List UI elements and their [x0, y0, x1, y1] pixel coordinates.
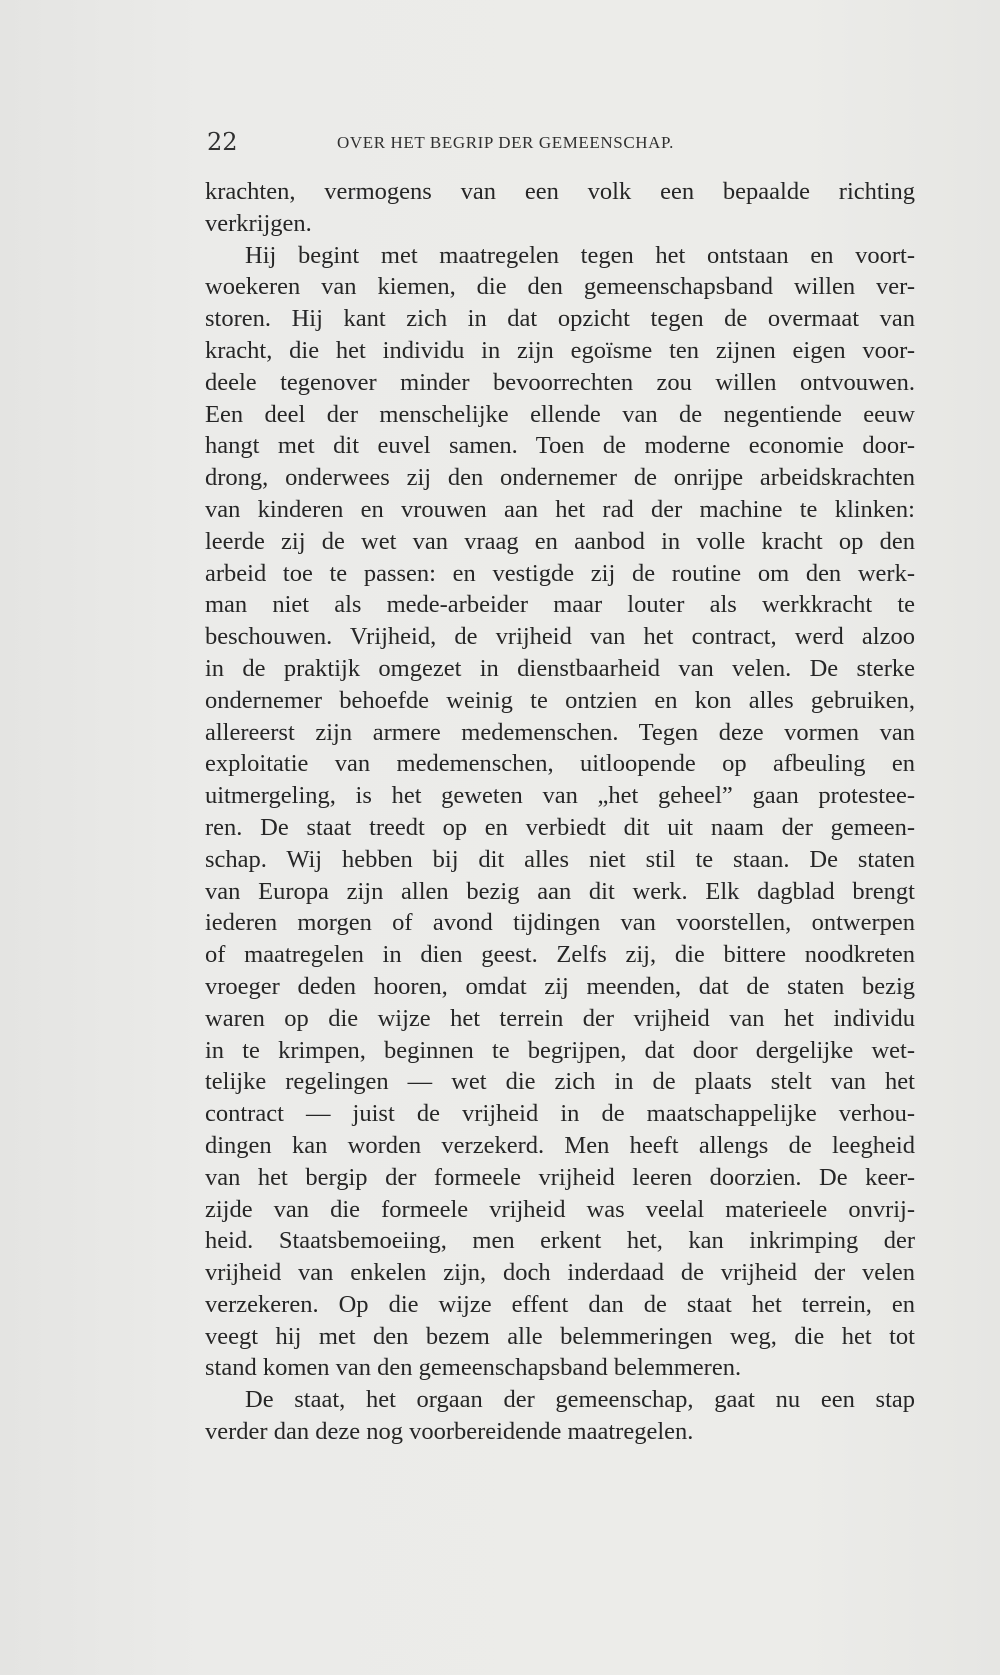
- text-line: deele tegenover minder bevoorrechten zou willen ontvouwen.: [205, 368, 915, 396]
- text-line: exploitatie van medemenschen, uitloopende op afbeuling en: [205, 750, 915, 778]
- text-line: Een deel der menschelijke ellende van de negentiende eeuw: [205, 400, 915, 428]
- text-line: vroeger deden hooren, omdat zij meenden, dat de staten bezig: [205, 972, 915, 1000]
- text-line: woekeren van kiemen, die den gemeenschapsband willen ver-: [205, 273, 915, 301]
- text-line: ondernemer behoefde weinig te ontzien en kon alles gebruiken,: [205, 686, 915, 714]
- text-line: van Europa zijn allen bezig aan dit werk. Elk dagblad brengt: [205, 877, 915, 905]
- text-line: stand komen van den gemeenschapsband belemmeren.: [205, 1354, 742, 1382]
- text-line: hangt met dit euvel samen. Toen de moderne economie door-: [205, 432, 915, 460]
- text-line: telijke regelingen — wet die zich in de plaats stelt van het: [205, 1068, 915, 1096]
- text-line: man niet als mede-arbeider maar louter als werkkracht te: [205, 591, 915, 619]
- text-line: heid. Staatsbemoeiing, men erkent het, kan inkrimping der: [205, 1227, 915, 1255]
- text-line: storen. Hij kant zich in dat opzicht tegen de overmaat van: [205, 305, 915, 333]
- text-line: verkrijgen.: [205, 209, 312, 237]
- page-header: [207, 128, 907, 158]
- text-line: of maatregelen in dien geest. Zelfs zij, die bittere noodkreten: [205, 941, 915, 969]
- text-line: in de praktijk omgezet in dienstbaarheid van velen. De sterke: [205, 654, 915, 682]
- text-line: veegt hij met den bezem alle belemmeringen weg, die het tot: [205, 1322, 915, 1350]
- text-line: waren op die wijze het terrein der vrijheid van het individu: [205, 1004, 915, 1032]
- text-line: contract — juist de vrijheid in de maatschappelijke verhou-: [205, 1100, 915, 1128]
- page-number: 22: [207, 128, 238, 156]
- text-line: vrijheid van enkelen zijn, doch inderdaad de vrijheid der velen: [205, 1259, 915, 1287]
- text-line: uitmergeling, is het geweten van „het geheel” gaan protestee-: [205, 782, 915, 810]
- body-text: [205, 176, 915, 1448]
- text-line: van kinderen en vrouwen aan het rad der machine te klinken:: [205, 495, 915, 523]
- text-line: ren. De staat treedt op en verbiedt dit uit naam der gemeen-: [205, 813, 915, 841]
- text-line: verzekeren. Op die wijze effent dan de staat het terrein, en: [205, 1290, 915, 1318]
- text-line: verder dan deze nog voorbereidende maatregelen.: [205, 1418, 694, 1446]
- text-line: krachten, vermogens van een volk een bepaalde richting: [205, 178, 915, 205]
- text-line: De staat, het orgaan der gemeenschap, gaat nu een stap: [245, 1386, 915, 1414]
- text-line: kracht, die het individu in zijn egoïsme ten zijnen eigen voor-: [205, 336, 915, 364]
- text-line: drong, onderwees zij den ondernemer de onrijpe arbeidskrachten: [205, 464, 915, 492]
- text-line: in te krimpen, beginnen te begrijpen, dat door dergelijke wet-: [205, 1036, 915, 1064]
- text-line: zijde van die formeele vrijheid was veelal materieele onvrij-: [205, 1195, 915, 1223]
- text-line: allereerst zijn armere medemenschen. Tegen deze vormen van: [205, 718, 915, 746]
- text-line: Hij begint met maatregelen tegen het ontstaan en voort-: [245, 241, 915, 269]
- text-line: dingen kan worden verzekerd. Men heeft allengs de leegheid: [205, 1131, 915, 1159]
- text-line: van het bergip der formeele vrijheid leeren doorzien. De keer-: [205, 1163, 915, 1191]
- text-line: schap. Wij hebben bij dit alles niet stil te staan. De staten: [205, 845, 915, 873]
- text-line: beschouwen. Vrijheid, de vrijheid van het contract, werd alzoo: [205, 623, 915, 651]
- text-line: arbeid toe te passen: en vestigde zij de routine om den werk-: [205, 559, 915, 587]
- text-line: leerde zij de wet van vraag en aanbod in volle kracht op den: [205, 527, 915, 555]
- running-title: OVER HET BEGRIP DER GEMEENSCHAP.: [337, 133, 675, 152]
- text-line: iederen morgen of avond tijdingen van voorstellen, ontwerpen: [205, 909, 915, 937]
